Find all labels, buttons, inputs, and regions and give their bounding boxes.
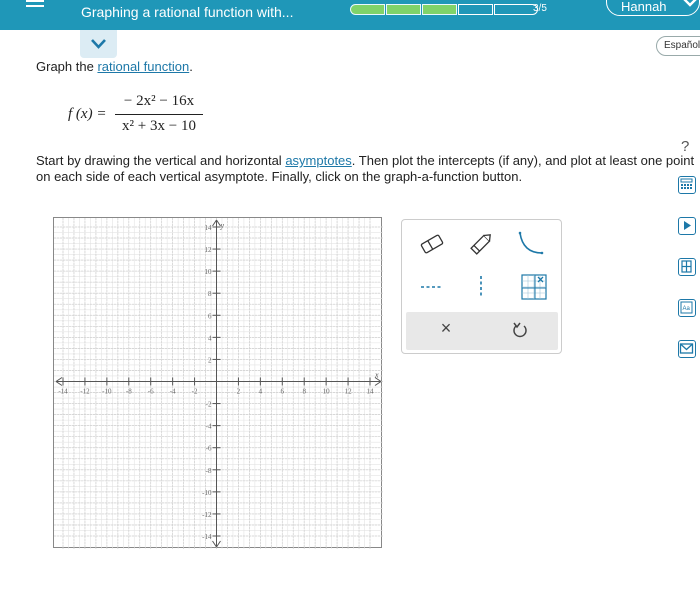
graph-canvas[interactable]	[53, 217, 382, 548]
eraser-tool[interactable]	[412, 226, 452, 262]
progress-bar	[350, 4, 530, 15]
clear-button[interactable]: ×	[440, 318, 452, 338]
user-name: Hannah	[621, 0, 667, 14]
collapse-button[interactable]	[80, 30, 117, 58]
pencil-tool[interactable]	[461, 226, 501, 262]
curve-tool[interactable]	[510, 226, 550, 262]
email-icon[interactable]	[678, 340, 696, 358]
x-tick-label: 14	[366, 387, 374, 396]
y-tick-label: -8	[205, 466, 212, 475]
vertical-asymptote-icon	[471, 272, 491, 302]
svg-text:Aa: Aa	[682, 306, 690, 312]
fraction-bar	[115, 114, 203, 115]
y-tick-label: 10	[204, 268, 212, 277]
chevron-down-icon	[80, 30, 117, 58]
x-tick-label: 12	[344, 387, 352, 396]
x-tick-label: 8	[302, 387, 306, 396]
curve-tool-icon	[514, 229, 546, 259]
x-tick-label: 6	[280, 387, 285, 396]
formula-numerator: − 2x² − 16x	[123, 93, 195, 109]
menu-icon[interactable]	[26, 0, 44, 14]
espanol-button[interactable]: Español	[656, 36, 700, 56]
y-tick-label: -14	[202, 533, 212, 541]
formula-lhs: f (x) =	[68, 106, 107, 122]
x-tick-label: -2	[191, 387, 198, 396]
top-bar	[0, 0, 700, 30]
y-tick-label: -12	[202, 510, 212, 519]
y-axis-label: y	[220, 221, 225, 230]
user-menu-button[interactable]	[606, 0, 700, 16]
x-tick-label: 4	[258, 387, 263, 396]
y-tick-label: 2	[208, 356, 212, 365]
chevron-down-icon	[683, 0, 697, 7]
rational-function-link[interactable]: rational function	[97, 59, 190, 74]
eraser-icon	[418, 233, 446, 255]
assignment-title: Graphing a rational function with...	[81, 4, 294, 20]
video-icon[interactable]	[678, 217, 696, 235]
calculator-icon[interactable]	[678, 176, 696, 194]
graph-function-icon	[520, 273, 548, 301]
y-tick-label: -4	[205, 422, 212, 431]
formula-denominator: x² + 3x − 10	[122, 118, 196, 134]
x-tick-label: -12	[80, 387, 90, 396]
y-tick-label: 8	[208, 290, 212, 299]
x-tick-label: -4	[169, 387, 176, 396]
progress-segment	[350, 4, 385, 15]
action-row	[406, 312, 558, 350]
asymptotes-link[interactable]: asymptotes	[285, 153, 352, 168]
y-tick-label: 14	[204, 224, 212, 232]
side-toolbar	[678, 176, 700, 381]
progress-segment	[386, 4, 421, 15]
y-tick-label: -2	[205, 400, 212, 409]
undo-icon	[511, 318, 529, 342]
question-prompt: Graph the rational function.	[36, 59, 193, 74]
x-tick-label: 2	[236, 387, 241, 396]
x-tick-label: -8	[125, 387, 132, 396]
instructions: Start by drawing the vertical and horizontal asymptotes. Then plot the intercepts (if any), and plot at least one point on each side of each vertical asymptote. Finally, click on the graph-a-function button.	[36, 153, 695, 184]
x-tick-label: -6	[147, 387, 154, 396]
y-tick-label: 6	[208, 312, 212, 321]
progress-segment	[458, 4, 493, 15]
y-tick-label: -6	[205, 444, 212, 453]
undo-button[interactable]	[502, 318, 538, 346]
graph-toolbox	[401, 219, 562, 354]
y-tick-label: 12	[204, 246, 212, 255]
vertical-asymptote-tool[interactable]	[461, 269, 501, 305]
x-axis-label: x	[375, 370, 379, 380]
coordinate-plane[interactable]	[54, 218, 383, 549]
progress-label: 3/5	[533, 3, 547, 14]
x-tick-label: -14	[58, 387, 68, 396]
x-tick-label: -10	[102, 387, 112, 396]
horizontal-asymptote-icon	[417, 277, 447, 297]
y-tick-label: 4	[208, 334, 212, 343]
progress-segment	[422, 4, 457, 15]
pencil-icon	[467, 231, 495, 257]
y-tick-label: -10	[202, 488, 212, 497]
horizontal-asymptote-tool[interactable]	[412, 269, 452, 305]
graph-function-tool[interactable]	[514, 269, 554, 305]
textbook-icon[interactable]	[678, 258, 696, 276]
progress-segment	[494, 4, 538, 15]
x-tick-label: 10	[322, 387, 330, 396]
glossary-icon[interactable]	[678, 299, 696, 317]
help-icon[interactable]: ?	[681, 138, 690, 155]
function-formula	[68, 91, 208, 141]
